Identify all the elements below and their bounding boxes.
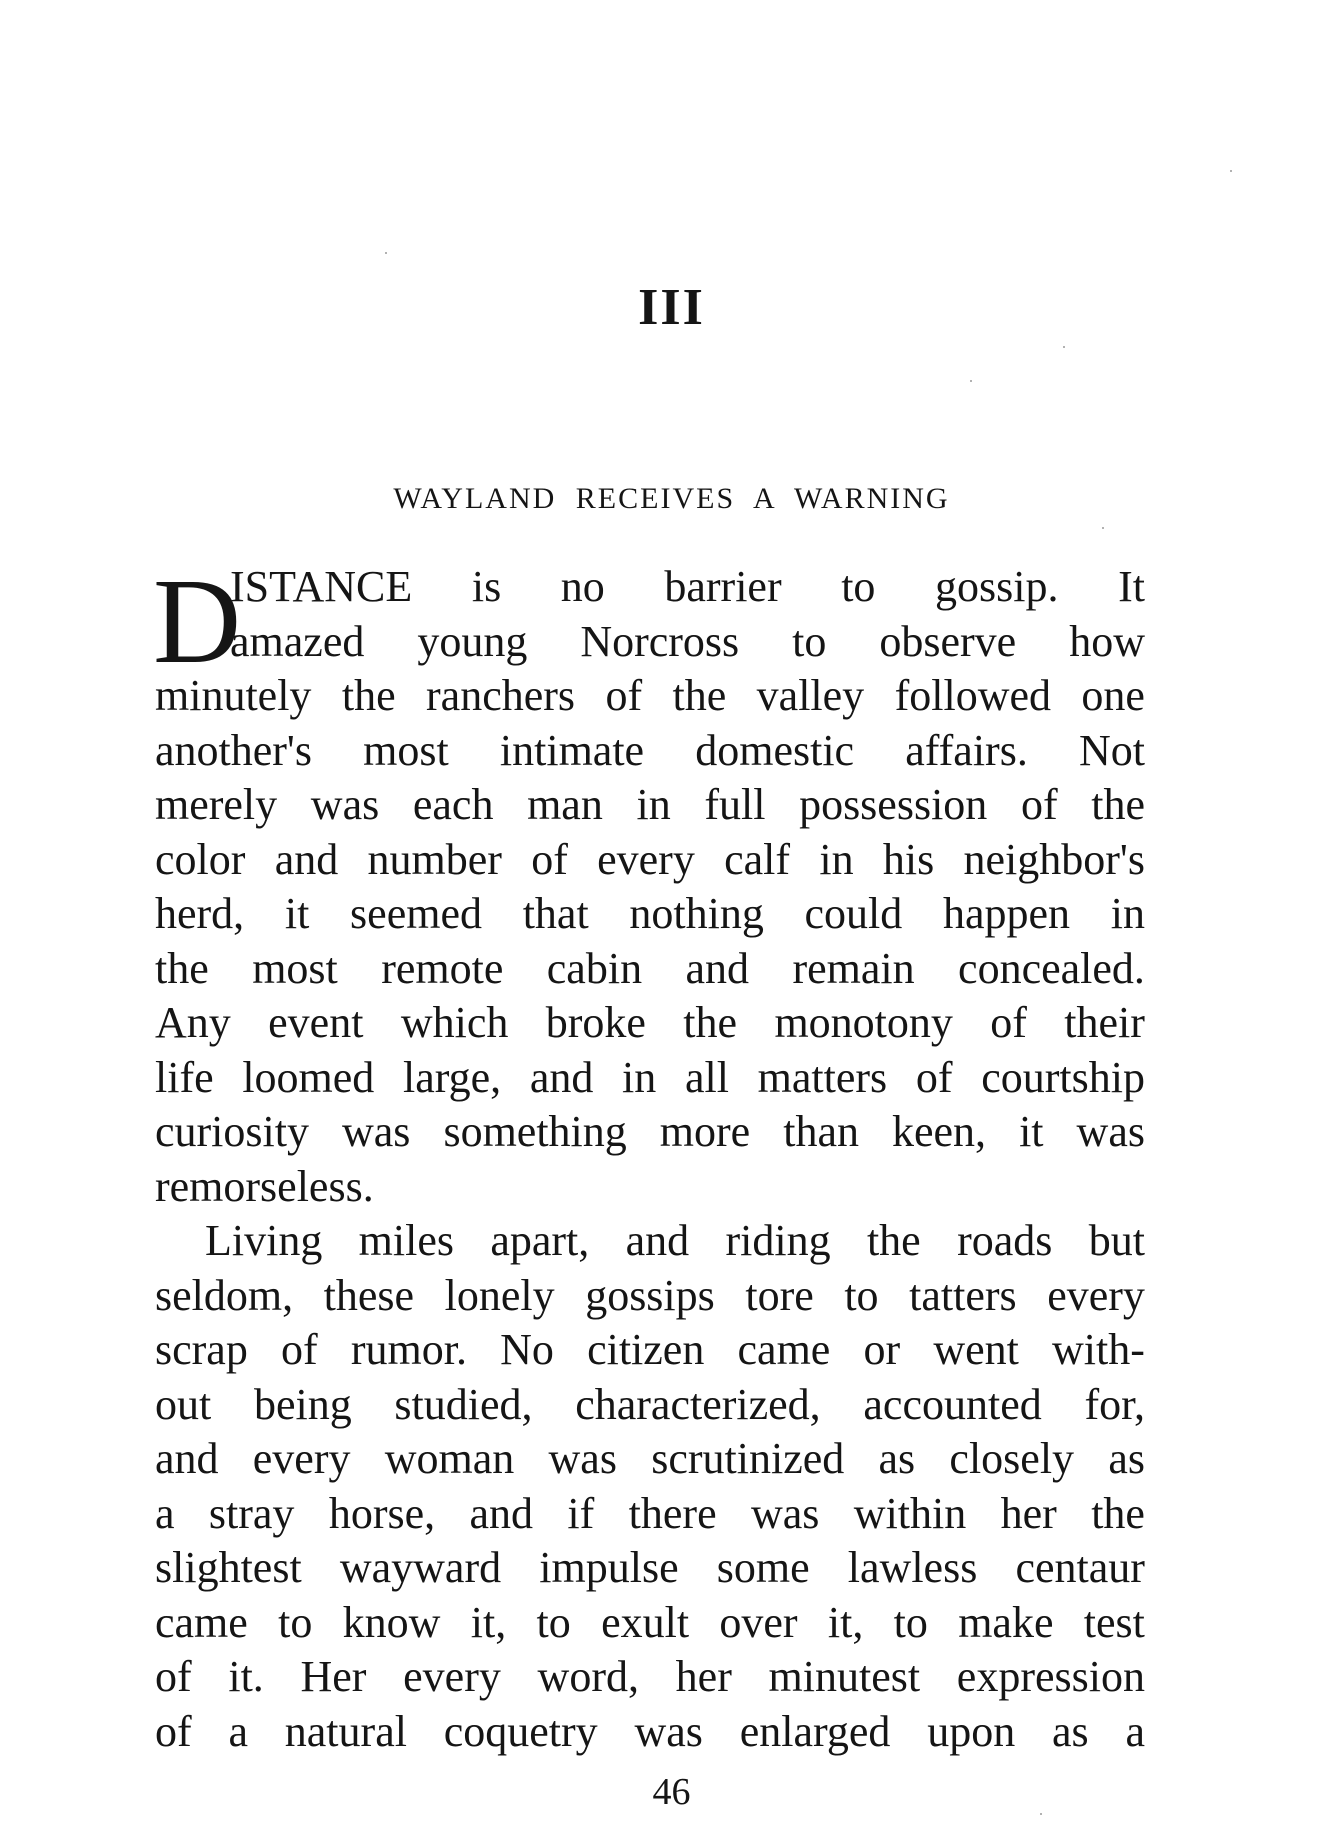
- text-line: herd, it seemed that nothing could happen in: [155, 889, 1145, 938]
- body-text: [153, 554, 1145, 1759]
- text-line: came to know it, to exult over it, to make test: [155, 1597, 1145, 1647]
- text-line: and every woman was scrutinized as closely as: [155, 1434, 1145, 1483]
- paper-speck: [970, 380, 972, 382]
- paragraph-2: [155, 1214, 1145, 1759]
- paper-speck: [1102, 527, 1104, 529]
- text-line: curiosity was something more than keen, it was: [155, 1107, 1145, 1156]
- text-line: of it. Her every word, her minutest expression: [155, 1652, 1145, 1701]
- text-line: ISTANCE is no barrier to gossip. It: [230, 562, 1145, 611]
- text-line: life loomed large, and in all matters of courtship: [155, 1052, 1145, 1102]
- paper-speck: [1063, 346, 1065, 348]
- drop-cap: D: [153, 554, 242, 689]
- text-line: the most remote cabin and remain concealed.: [155, 943, 1145, 993]
- text-line: another's most intimate domestic affairs. Not: [155, 725, 1145, 775]
- text-line: Living miles apart, and riding the roads but: [205, 1216, 1145, 1265]
- text-line: Any event which broke the monotony of their: [155, 998, 1145, 1047]
- text-line: amazed young Norcross to observe how: [230, 616, 1145, 666]
- paper-speck: [1230, 170, 1232, 172]
- text-line: color and number of every calf in his neighbor's: [155, 834, 1145, 884]
- text-line: out being studied, characterized, accounted for,: [155, 1379, 1145, 1429]
- chapter-number: III: [638, 279, 705, 336]
- text-line: minutely the ranchers of the valley followed one: [155, 671, 1145, 720]
- text-line: slightest wayward impulse some lawless centaur: [155, 1543, 1145, 1592]
- text-line: remorseless.: [155, 1161, 374, 1211]
- page-number: 46: [652, 1771, 691, 1813]
- text-line: of a natural coquetry was enlarged upon as a: [155, 1706, 1145, 1756]
- paper-speck: [1040, 1813, 1042, 1815]
- text-line: scrap of rumor. No citizen came or went with-: [155, 1325, 1145, 1374]
- chapter-title: WAYLAND RECEIVES A WARNING: [393, 482, 950, 515]
- text-line: merely was each man in full possession of the: [155, 780, 1145, 829]
- text-line: seldom, these lonely gossips tore to tatters every: [155, 1270, 1145, 1320]
- text-line: a stray horse, and if there was within her the: [155, 1488, 1145, 1538]
- paragraph-1: [153, 554, 1145, 1214]
- paper-speck: [385, 252, 387, 254]
